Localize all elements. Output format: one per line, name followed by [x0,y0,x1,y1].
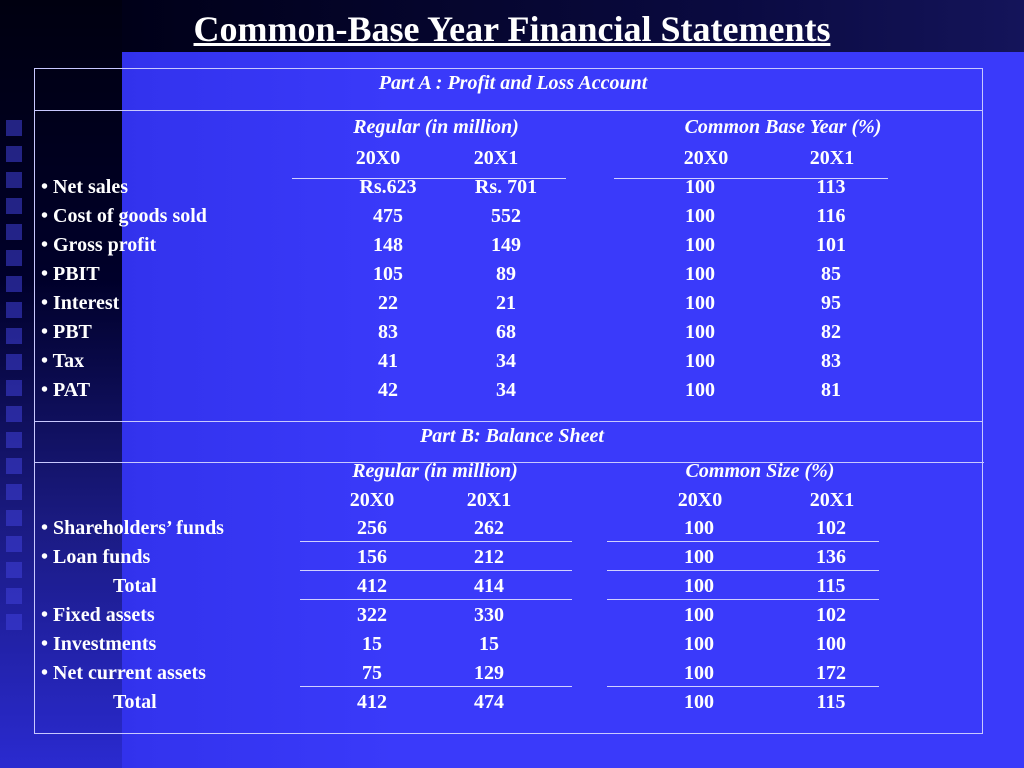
part-a-common-year0-value: 100 [685,263,715,285]
decorative-square [6,328,22,344]
part-a-regular-year1: 20X1 [473,147,519,169]
part-b-regular-year0-value: 156 [357,546,387,568]
part-b-common-year0-value: 100 [684,691,714,713]
part-a-regular-year0: 20X0 [355,147,401,169]
part-b-common-year1-value: 115 [816,691,846,713]
part-a-row-label: • Cost of goods sold [41,205,207,227]
part-b-row-label: • Net current assets [41,662,206,684]
decorative-square [6,354,22,370]
part-a-common-year1-value: 95 [821,292,841,314]
decorative-square [6,172,22,188]
part-a-common-year1-value: 101 [816,234,846,256]
part-b-row-label: • Shareholders’ funds [41,517,224,539]
decorative-square [6,276,22,292]
total-underline [607,570,879,571]
part-a-common-year0-value: 100 [685,350,715,372]
part-a-common-year1-value: 83 [821,350,841,372]
decorative-square [6,484,22,500]
part-b-common-year1-value: 115 [816,575,846,597]
part-a-row-label: • Tax [41,350,85,372]
part-b-regular-year0-value: 75 [362,662,382,684]
part-b-regular-year1-value: 129 [474,662,504,684]
decorative-square [6,380,22,396]
decorative-square [6,614,22,630]
part-a-common-year0-value: 100 [685,321,715,343]
decorative-square [6,224,22,240]
total-underline [607,686,879,687]
part-a-regular-year1-value: 34 [496,350,516,372]
part-a-common-year0-value: 100 [685,234,715,256]
decorative-square [6,458,22,474]
decorative-square [6,198,22,214]
part-a-regular-year1-value: 149 [491,234,521,256]
part-a-row-label: • Interest [41,292,120,314]
part-b-regular-year0-value: 322 [357,604,387,626]
part-b-regular-year0-value: 15 [362,633,382,655]
part-b-row-label: • Loan funds [41,546,151,568]
part-a-regular-year1-value: 34 [496,379,516,401]
part-b-regular-year1: 20X1 [466,489,512,511]
part-b-common-year0-value: 100 [684,546,714,568]
part-a-common-year0-value: 100 [685,292,715,314]
part-a-row-label: • Gross profit [41,234,157,256]
part-a-regular-year0-value: 148 [373,234,403,256]
part-b-regular-year1-value: 15 [479,633,499,655]
part-b-common-year1-value: 102 [816,517,846,539]
part-a-common-underline [614,178,888,179]
divider-part-a-header [34,110,982,111]
part-b-heading: Part B: Balance Sheet [420,425,604,447]
part-a-common-year1-value: 113 [816,176,846,198]
decorative-square [6,250,22,266]
part-b-regular-year1-value: 262 [474,517,504,539]
decorative-square [6,432,22,448]
part-a-common-year1-value: 85 [821,263,841,285]
part-b-regular-year1-value: 212 [474,546,504,568]
total-underline [607,541,879,542]
part-a-common-year1-value: 82 [821,321,841,343]
part-b-common-year0-value: 100 [684,575,714,597]
part-a-row-label: • PBT [41,321,92,343]
part-b-regular-year0-value: 256 [357,517,387,539]
part-a-regular-year1-value: Rs. 701 [474,176,538,198]
part-a-common-year1-value: 81 [821,379,841,401]
part-b-regular-year0-value: 412 [357,575,387,597]
part-b-common-year0-value: 100 [684,604,714,626]
part-b-regular-label: Regular (in million) [352,460,518,482]
part-a-row-label: • PAT [41,379,91,401]
decorative-square [6,406,22,422]
total-underline [607,599,879,600]
part-a-regular-year0-value: 22 [378,292,398,314]
decorative-square [6,146,22,162]
part-b-row-label: • Fixed assets [41,604,155,626]
part-b-common-year0-value: 100 [684,517,714,539]
part-b-common-year0: 20X0 [677,489,723,511]
part-a-regular-year0-value: 475 [373,205,403,227]
part-b-row-label: Total [113,575,157,597]
part-a-regular-year1-value: 21 [496,292,516,314]
part-a-common-year0-value: 100 [685,176,715,198]
part-a-common-year0: 20X0 [683,147,729,169]
part-a-common-year1-value: 116 [816,205,846,227]
part-a-common-year0-value: 100 [685,205,715,227]
part-b-row-label: • Investments [41,633,157,655]
decorative-square [6,588,22,604]
part-a-regular-year0-value: Rs.623 [359,176,417,198]
part-b-common-label: Common Size (%) [685,460,835,482]
total-underline [300,686,572,687]
total-underline [300,599,572,600]
part-a-common-year1: 20X1 [809,147,855,169]
part-a-regular-year0-value: 83 [378,321,398,343]
part-a-regular-label: Regular (in million) [353,116,519,138]
part-b-regular-year1-value: 330 [474,604,504,626]
page-title: Common-Base Year Financial Statements [193,9,831,49]
part-a-common-year0-value: 100 [685,379,715,401]
total-underline [300,541,572,542]
part-a-heading: Part A : Profit and Loss Account [378,72,648,94]
decorative-square [6,562,22,578]
part-b-common-year1-value: 102 [816,604,846,626]
part-a-regular-year1-value: 68 [496,321,516,343]
decorative-square [6,120,22,136]
part-a-regular-year0-value: 42 [378,379,398,401]
decorative-square [6,510,22,526]
decorative-square [6,536,22,552]
part-b-common-year1-value: 172 [816,662,846,684]
part-a-regular-year1-value: 552 [491,205,521,227]
part-b-common-year0-value: 100 [684,662,714,684]
part-b-common-year1: 20X1 [809,489,855,511]
part-b-common-year0-value: 100 [684,633,714,655]
total-underline [300,570,572,571]
part-a-row-label: • PBIT [41,263,100,285]
part-a-regular-year0-value: 41 [378,350,398,372]
part-b-common-year1-value: 100 [816,633,846,655]
part-b-row-label: Total [113,691,157,713]
part-a-row-label: • Net sales [41,176,128,198]
part-b-regular-year0-value: 412 [357,691,387,713]
part-b-regular-year0: 20X0 [349,489,395,511]
part-b-regular-year1-value: 474 [474,691,504,713]
part-a-regular-year0-value: 105 [373,263,403,285]
part-b-regular-year1-value: 414 [474,575,504,597]
decorative-square [6,302,22,318]
divider-part-b [34,421,982,422]
part-a-regular-year1-value: 89 [496,263,516,285]
part-b-common-year1-value: 136 [816,546,846,568]
part-a-common-label: Common Base Year (%) [684,116,882,138]
